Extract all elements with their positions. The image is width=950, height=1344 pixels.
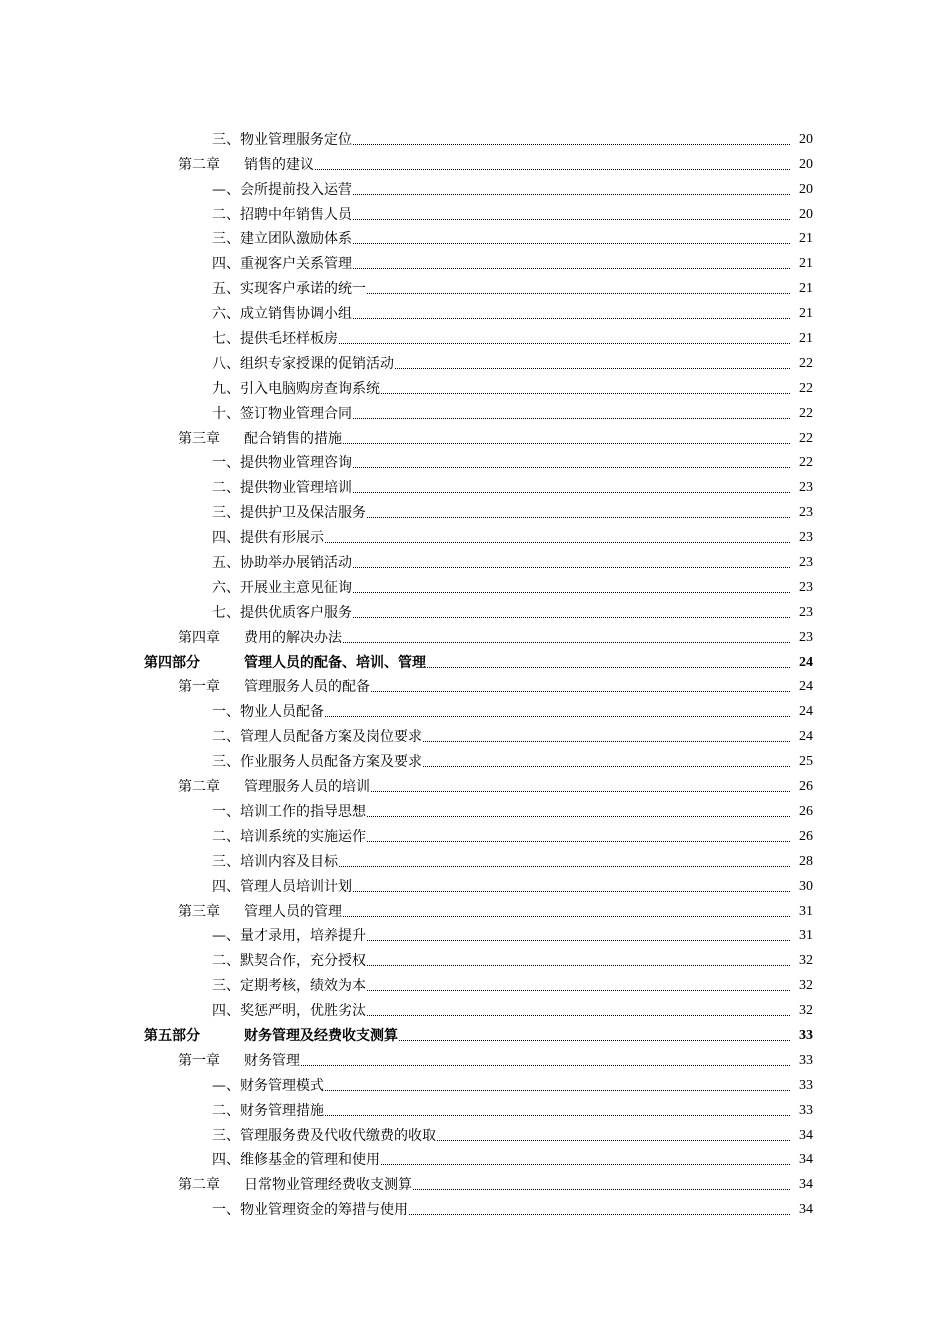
toc-page-number: 21 (799, 281, 813, 297)
toc-entry-label: —、财务管理模式 (212, 1077, 324, 1094)
toc-entry-number: 第四章 (178, 629, 220, 646)
toc-entry-label: 五、协助举办展销活动 (212, 555, 352, 572)
toc-entry-label: 二、默契合作，充分授权 (212, 953, 366, 970)
toc-entry-number: 第二章 (178, 1177, 220, 1194)
toc-page-number: 22 (799, 455, 813, 471)
toc-entry-label: 三、作业服务人员配备方案及要求 (212, 754, 422, 771)
toc-entry[interactable] (0, 896, 950, 921)
toc-entry[interactable] (0, 672, 950, 697)
toc-entry-label: 三、定期考核，绩效为本 (212, 978, 366, 995)
toc-entry[interactable] (0, 821, 950, 846)
toc-entry[interactable] (0, 348, 950, 373)
toc-entry-label: 十、签订物业管理合同 (212, 405, 352, 422)
toc-entry-label: 管理人员的管理 (244, 903, 342, 920)
toc-entry-label: 费用的解决办法 (244, 629, 342, 646)
toc-entry-title (212, 1002, 366, 1020)
toc-entry[interactable] (0, 273, 950, 298)
toc-entry-label: 三、建立团队激励体系 (212, 231, 352, 248)
toc-page-number: 23 (799, 505, 813, 521)
toc-entry-title (212, 181, 352, 199)
toc-page-number: 31 (799, 903, 813, 919)
toc-entry-title (212, 878, 352, 896)
toc-page-number: 24 (799, 654, 813, 670)
toc-entry-label: 一、培训工作的指导思想 (212, 803, 366, 820)
toc-entry[interactable] (0, 497, 950, 522)
toc-entry-label: 管理服务人员的配备 (244, 679, 370, 696)
toc-entry-number: 第一章 (178, 1052, 220, 1069)
toc-entry[interactable] (0, 248, 950, 273)
toc-page-number: 22 (799, 355, 813, 371)
dot-leader (381, 1163, 790, 1165)
toc-entry-label: —、会所提前投入运营 (212, 181, 352, 198)
toc-entry[interactable] (0, 1120, 950, 1145)
dot-leader (353, 616, 790, 618)
toc-entry-number: 第一章 (178, 679, 220, 696)
toc-entry-title (212, 1127, 436, 1145)
dot-leader (353, 466, 790, 468)
toc-entry-label: 七、提供优质客户服务 (212, 604, 352, 621)
toc-entry[interactable] (0, 1194, 950, 1219)
toc-page-number: 26 (799, 828, 813, 844)
toc-page-number: 23 (799, 530, 813, 546)
toc-page-number: 21 (799, 306, 813, 322)
toc-entry[interactable] (0, 1070, 950, 1095)
dot-leader (353, 417, 790, 419)
toc-entry[interactable] (0, 771, 950, 796)
toc-entry[interactable] (0, 647, 950, 672)
dot-leader (315, 168, 790, 170)
dot-leader (339, 865, 790, 867)
toc-entry-label: 二、招聘中年销售人员 (212, 206, 352, 223)
toc-entry-label: 三、物业管理服务定位 (212, 131, 352, 148)
toc-entry-title (178, 430, 342, 448)
dot-leader (371, 690, 790, 692)
toc-entry[interactable] (0, 423, 950, 448)
toc-page-number: 23 (799, 629, 813, 645)
toc-entry[interactable] (0, 199, 950, 224)
dot-leader (353, 193, 790, 195)
toc-entry[interactable] (0, 970, 950, 995)
toc-entry[interactable] (0, 323, 950, 348)
toc-entry-title (178, 903, 342, 921)
toc-entry-title (178, 156, 314, 174)
toc-entry-title (178, 778, 370, 796)
toc-entry-title (178, 1176, 412, 1194)
toc-entry-title (212, 977, 366, 995)
toc-entry-title (212, 703, 324, 721)
dot-leader (325, 1114, 790, 1116)
dot-leader (423, 765, 790, 767)
toc-page-number: 26 (799, 803, 813, 819)
toc-entry[interactable] (0, 921, 950, 946)
toc-page-number: 21 (799, 331, 813, 347)
toc-entry-label: 二、提供物业管理培训 (212, 480, 352, 497)
toc-entry[interactable] (0, 945, 950, 970)
toc-entry-label: 六、成立销售协调小组 (212, 306, 352, 323)
toc-entry-label: 三、培训内容及目标 (212, 853, 338, 870)
dot-leader (325, 715, 790, 717)
dot-leader (367, 939, 790, 941)
toc-page-number: 20 (799, 156, 813, 172)
toc-entry[interactable] (0, 622, 950, 647)
toc-entry-title (212, 380, 380, 398)
toc-entry-title (212, 1201, 408, 1219)
toc-entry[interactable] (0, 1020, 950, 1045)
toc-entry-title (144, 1027, 398, 1045)
toc-entry-title (212, 803, 366, 821)
toc-entry-title (212, 828, 366, 846)
toc-entry-title (212, 305, 352, 323)
toc-page-number: 21 (799, 256, 813, 272)
dot-leader (395, 367, 790, 369)
dot-leader (353, 143, 790, 145)
dot-leader (353, 242, 790, 244)
toc-entry-title (212, 405, 352, 423)
toc-entry-title (212, 454, 352, 472)
toc-page-number: 33 (799, 1027, 813, 1043)
toc-entry-title (144, 654, 426, 672)
toc-entry-title (212, 579, 352, 597)
dot-leader (353, 267, 790, 269)
toc-entry-number: 第二章 (178, 156, 220, 173)
dot-leader (353, 890, 790, 892)
dot-leader (325, 1089, 790, 1091)
toc-entry[interactable] (0, 597, 950, 622)
toc-page-number: 32 (799, 953, 813, 969)
toc-entry-label: 管理人员的配备、培训、管理 (244, 654, 426, 671)
dot-leader (437, 1139, 790, 1141)
toc-entry-title (212, 952, 366, 970)
toc-entry-title (212, 280, 366, 298)
toc-entry-label: 一、物业管理资金的筹措与使用 (212, 1202, 408, 1219)
toc-entry-title (212, 604, 352, 622)
toc-entry-label: 财务管理及经费收支测算 (244, 1027, 398, 1044)
dot-leader (367, 989, 790, 991)
dot-leader (367, 516, 790, 518)
toc-entry[interactable] (0, 572, 950, 597)
toc-page-number: 26 (799, 779, 813, 795)
toc-entry-number: 第三章 (178, 430, 220, 447)
toc-entry[interactable] (0, 746, 950, 771)
toc-entry-title (212, 927, 366, 945)
dot-leader (353, 566, 790, 568)
toc-page-number: 20 (799, 206, 813, 222)
dot-leader (343, 442, 790, 444)
dot-leader (367, 964, 790, 966)
dot-leader (371, 790, 790, 792)
toc-entry-title (212, 1102, 324, 1120)
toc-entry-label: 财务管理 (244, 1052, 300, 1069)
toc-entry[interactable] (0, 1045, 950, 1070)
toc-entry-label: 四、提供有形展示 (212, 530, 324, 547)
dot-leader (353, 218, 790, 220)
toc-entry[interactable] (0, 472, 950, 497)
dot-leader (427, 666, 790, 668)
toc-page-number: 22 (799, 430, 813, 446)
toc-entry-label: 四、奖惩严明，优胜劣汰 (212, 1003, 366, 1020)
toc-entry-title (212, 853, 338, 871)
toc-entry[interactable] (0, 398, 950, 423)
toc-page-number: 23 (799, 579, 813, 595)
toc-entry-label: 三、提供护卫及保洁服务 (212, 505, 366, 522)
toc-page-number: 33 (799, 1102, 813, 1118)
toc-entry[interactable] (0, 1095, 950, 1120)
toc-entry-label: 五、实现客户承诺的统一 (212, 281, 366, 298)
toc-entry[interactable] (0, 448, 950, 473)
toc-entry-label: 四、管理人员培训计划 (212, 878, 352, 895)
toc-entry-label: 销售的建议 (244, 156, 314, 173)
toc-entry-title (178, 678, 370, 696)
toc-page-number: 33 (799, 1077, 813, 1093)
dot-leader (325, 541, 790, 543)
dot-leader (339, 342, 790, 344)
toc-entry-title (178, 629, 342, 647)
toc-page-number: 24 (799, 679, 813, 695)
dot-leader (413, 1188, 790, 1190)
toc-entry-label: 六、开展业主意见征询 (212, 579, 352, 596)
toc-entry-title (212, 131, 352, 149)
toc-page-number: 22 (799, 380, 813, 396)
toc-entry-title (212, 753, 422, 771)
toc-entry-label: 七、提供毛坯样板房 (212, 331, 338, 348)
toc-page-number: 34 (799, 1177, 813, 1193)
toc-entry[interactable] (0, 149, 950, 174)
table-of-contents (0, 124, 950, 1219)
toc-entry-number: 第四部分 (144, 654, 200, 671)
dot-leader (367, 292, 790, 294)
toc-entry[interactable] (0, 298, 950, 323)
toc-entry-title (212, 1077, 324, 1095)
toc-entry[interactable] (0, 696, 950, 721)
dot-leader (353, 317, 790, 319)
toc-entry-label: 三、管理服务费及代收代缴费的收取 (212, 1127, 436, 1144)
toc-entry[interactable] (0, 796, 950, 821)
toc-entry-label: 八、组织专家授课的促销活动 (212, 355, 394, 372)
dot-leader (353, 491, 790, 493)
toc-entry-title (178, 1052, 300, 1070)
toc-entry[interactable] (0, 1169, 950, 1194)
toc-entry[interactable] (0, 174, 950, 199)
toc-entry[interactable] (0, 1145, 950, 1170)
toc-entry-label: 九、引入电脑购房查询系统 (212, 380, 380, 397)
toc-entry[interactable] (0, 373, 950, 398)
toc-page-number: 31 (799, 928, 813, 944)
toc-page-number: 22 (799, 405, 813, 421)
toc-entry[interactable] (0, 995, 950, 1020)
dot-leader (399, 1039, 790, 1041)
toc-entry-title (212, 255, 352, 273)
toc-entry-label: 四、维修基金的管理和使用 (212, 1152, 380, 1169)
toc-page-number: 34 (799, 1202, 813, 1218)
toc-page-number: 34 (799, 1127, 813, 1143)
toc-entry-title (212, 529, 324, 547)
toc-page-number: 32 (799, 978, 813, 994)
toc-entry-title (212, 728, 422, 746)
toc-entry-title (212, 330, 338, 348)
toc-entry-number: 第五部分 (144, 1027, 200, 1044)
toc-entry-label: 日常物业管理经费收支测算 (244, 1177, 412, 1194)
dot-leader (367, 1014, 790, 1016)
toc-entry-title (212, 1151, 380, 1169)
toc-entry-title (212, 206, 352, 224)
toc-page-number: 23 (799, 604, 813, 620)
dot-leader (343, 915, 790, 917)
toc-page-number: 23 (799, 480, 813, 496)
toc-page-number: 23 (799, 555, 813, 571)
toc-entry[interactable] (0, 846, 950, 871)
toc-page-number: 28 (799, 853, 813, 869)
toc-entry[interactable] (0, 124, 950, 149)
toc-entry[interactable] (0, 871, 950, 896)
toc-page-number: 24 (799, 729, 813, 745)
toc-page-number: 25 (799, 754, 813, 770)
toc-entry-title (212, 554, 352, 572)
toc-entry-label: 一、提供物业管理咨询 (212, 455, 352, 472)
toc-page-number: 30 (799, 878, 813, 894)
toc-entry-number: 第三章 (178, 903, 220, 920)
dot-leader (301, 1064, 790, 1066)
toc-entry-title (212, 479, 352, 497)
dot-leader (343, 641, 790, 643)
toc-entry-label: 二、培训系统的实施运作 (212, 828, 366, 845)
dot-leader (367, 815, 790, 817)
toc-page-number: 20 (799, 131, 813, 147)
toc-page-number: 21 (799, 231, 813, 247)
toc-entry-label: —、量才录用，培养提升 (212, 928, 366, 945)
toc-entry-number: 第二章 (178, 779, 220, 796)
toc-page-number: 33 (799, 1052, 813, 1068)
toc-page-number: 34 (799, 1152, 813, 1168)
dot-leader (409, 1213, 790, 1215)
toc-page-number: 32 (799, 1003, 813, 1019)
dot-leader (367, 840, 790, 842)
toc-entry[interactable] (0, 721, 950, 746)
toc-entry-title (212, 230, 352, 248)
toc-entry-label: 一、物业人员配备 (212, 704, 324, 721)
toc-entry-title (212, 504, 366, 522)
toc-entry[interactable] (0, 522, 950, 547)
dot-leader (423, 740, 790, 742)
toc-entry-label: 管理服务人员的培训 (244, 779, 370, 796)
toc-entry-label: 二、管理人员配备方案及岗位要求 (212, 729, 422, 746)
dot-leader (353, 591, 790, 593)
toc-entry-label: 四、重视客户关系管理 (212, 256, 352, 273)
toc-entry-label: 二、财务管理措施 (212, 1102, 324, 1119)
toc-entry-label: 配合销售的措施 (244, 430, 342, 447)
toc-entry[interactable] (0, 224, 950, 249)
toc-entry[interactable] (0, 547, 950, 572)
toc-page-number: 20 (799, 181, 813, 197)
dot-leader (381, 392, 790, 394)
toc-entry-title (212, 355, 394, 373)
toc-page-number: 24 (799, 704, 813, 720)
